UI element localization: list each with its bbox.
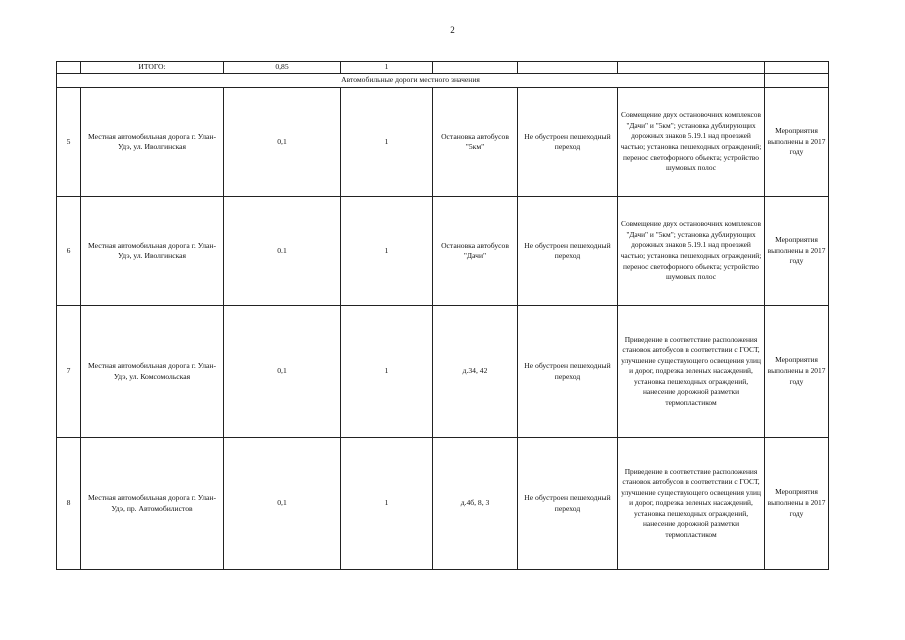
- table-row: [57, 438, 829, 570]
- total-label: ИТОГО:: [81, 62, 224, 74]
- deficiency: Не обустроен пешеходный переход: [518, 88, 618, 197]
- section-status-cell: [765, 74, 829, 88]
- total-row: [57, 62, 829, 74]
- road-measures-table: [56, 61, 829, 570]
- road-name: Местная автомобильная дорога г. Улан-Удэ, пр. Автомобилистов: [81, 438, 224, 570]
- object-count: 1: [341, 197, 433, 306]
- object-count: 1: [341, 306, 433, 438]
- total-length: 0,85: [224, 62, 341, 74]
- deficiency: Не обустроен пешеходный переход: [518, 306, 618, 438]
- road-name: Местная автомобильная дорога г. Улан-Удэ, ул. Комсомольская: [81, 306, 224, 438]
- status: Мероприятия выполнены в 2017 году: [765, 438, 829, 570]
- page-number: 2: [450, 25, 455, 35]
- object-count: 1: [341, 438, 433, 570]
- row-number: 6: [57, 197, 81, 306]
- measures: Совмещение двух остановочних комплексов "Дачи" и "5км"; установка дублирующих дорожных знаков 5.19.1 над проезжей частью; установка пешеходных ограждений; перенос светофорного объекта; устройство шумовых полос: [618, 88, 765, 197]
- status: Мероприятия выполнены в 2017 году: [765, 88, 829, 197]
- road-name: Местная автомобильная дорога г. Улан-Удэ, ул. Иволгинская: [81, 88, 224, 197]
- deficiency: Не обустроен пешеходный переход: [518, 438, 618, 570]
- row-number: 5: [57, 88, 81, 197]
- status: Мероприятия выполнены в 2017 году: [765, 197, 829, 306]
- location: д.4б, 8, 3: [433, 438, 518, 570]
- total-num-cell: [57, 62, 81, 74]
- location: д.34, 42: [433, 306, 518, 438]
- table-row: [57, 88, 829, 197]
- total-count: 1: [341, 62, 433, 74]
- row-number: 7: [57, 306, 81, 438]
- status: Мероприятия выполнены в 2017 году: [765, 306, 829, 438]
- total-measures: [618, 62, 765, 74]
- measures: Приведение в соответствие расположения становок автобусов в соответствии с ГОСТ, улучшение существующего освещения улиц и дорог, подрезка зеленых насаждений, установка пешеходных ограждений, нанесение дорожной разметки термопластиком: [618, 438, 765, 570]
- total-location: [433, 62, 518, 74]
- road-name: Местная автомобильная дорога г. Улан-Удэ, ул. Иволгинская: [81, 197, 224, 306]
- location: Остановка автобусов "Дачи": [433, 197, 518, 306]
- table-row: [57, 306, 829, 438]
- total-deficiency: [518, 62, 618, 74]
- measures: Совмещение двух остановочних комплексов "Дачи" и "5км"; установка дублирующих дорожных знаков 5.19.1 над проезжей частью; установка пешеходных ограждений; перенос светофорного объекта; устройство шумовых полос: [618, 197, 765, 306]
- section-header-row: [57, 74, 829, 88]
- object-count: 1: [341, 88, 433, 197]
- total-status: [765, 62, 829, 74]
- road-length: 0,1: [224, 438, 341, 570]
- location: Остановка автобусов "5км": [433, 88, 518, 197]
- measures: Приведение в соответствие расположения становок автобусов в соответствии с ГОСТ, улучшение существующего освещения улиц и дорог, подрезка зеленых насаждений, установка пешеходных ограждений, нанесение дорожной разметки термопластиком: [618, 306, 765, 438]
- road-length: 0,1: [224, 88, 341, 197]
- road-length: 0.1: [224, 197, 341, 306]
- row-number: 8: [57, 438, 81, 570]
- table-row: [57, 197, 829, 306]
- section-title: Автомобильные дороги местного значения: [57, 74, 765, 88]
- road-length: 0,1: [224, 306, 341, 438]
- deficiency: Не обустроен пешеходный переход: [518, 197, 618, 306]
